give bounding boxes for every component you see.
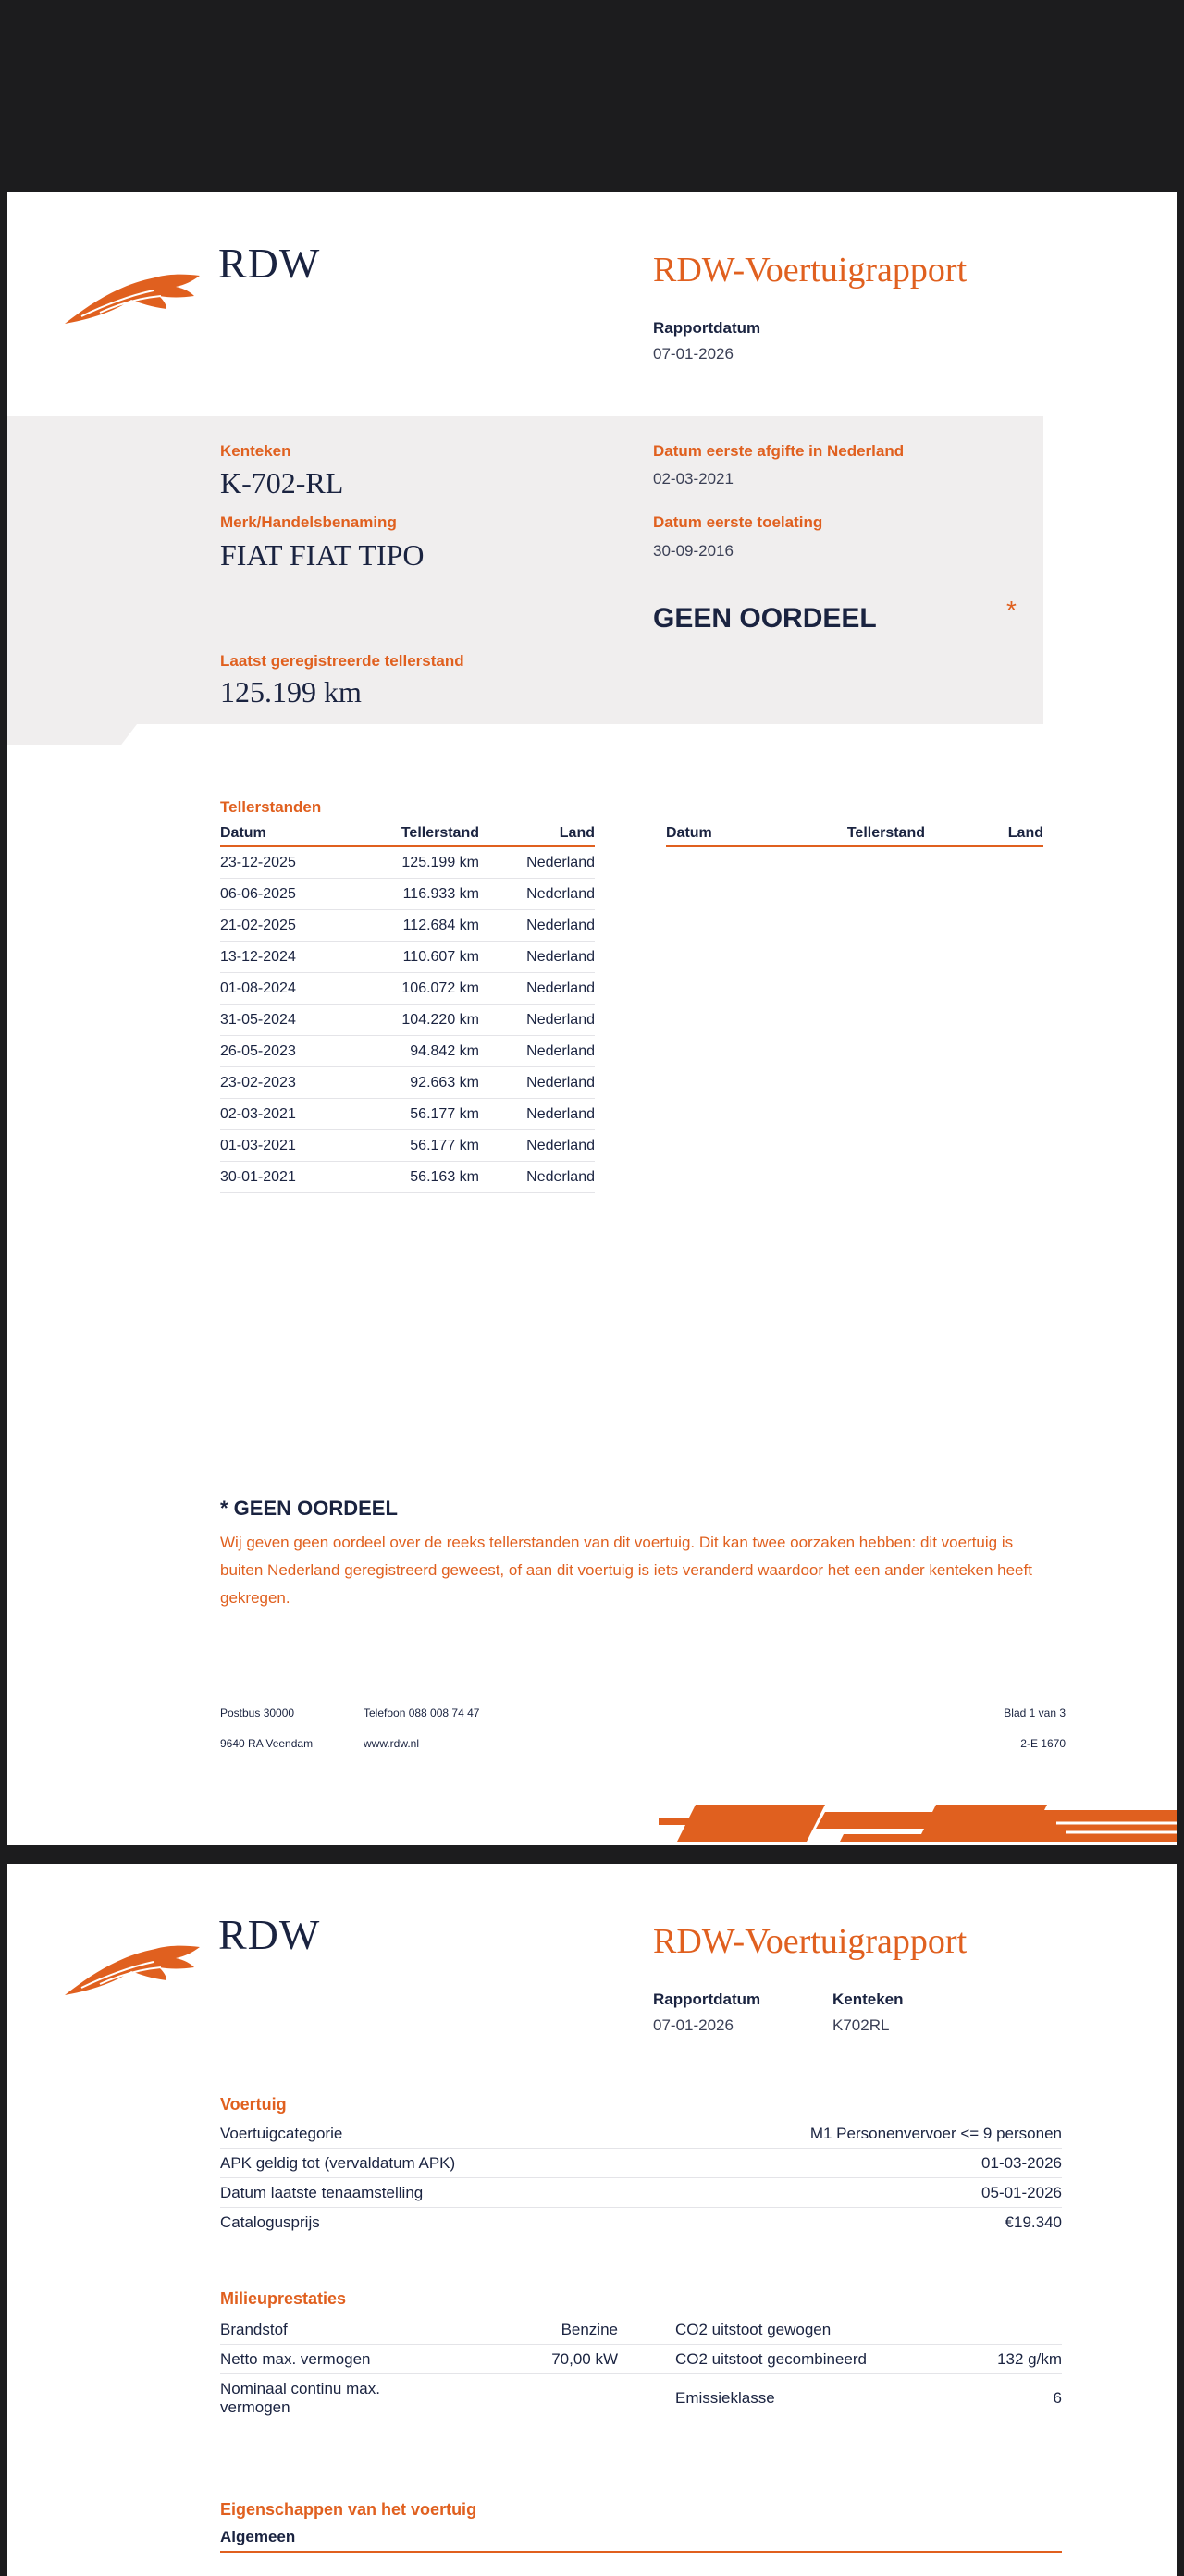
- odo-country: Nederland: [479, 910, 595, 942]
- odo-date: 23-12-2025: [220, 846, 359, 879]
- odo-header-country: Land: [925, 820, 1043, 846]
- report-title: RDW-Voertuigrapport: [653, 1922, 968, 1961]
- table-row: [220, 2149, 1062, 2178]
- footer-page: Blad 1 van 3: [1004, 1707, 1066, 1719]
- table-row: [220, 910, 595, 942]
- report-date-label: Rapportdatum: [653, 319, 761, 337]
- report-date: 07-01-2026: [653, 2016, 734, 2034]
- odo-reading: 94.842 km: [359, 1036, 479, 1067]
- rdw-logo-icon: [63, 257, 202, 331]
- odo-reading: 56.177 km: [359, 1099, 479, 1130]
- odo-country: Nederland: [479, 1099, 595, 1130]
- footer-code: 2-E 1670: [1020, 1737, 1066, 1750]
- odo-date: 01-08-2024: [220, 973, 359, 1005]
- table-row: [220, 2315, 1062, 2345]
- plate-label: Kenteken: [832, 1991, 904, 2008]
- table-row: [220, 2178, 1062, 2208]
- make-label: Merk/Handelsbenaming: [220, 513, 397, 531]
- env-table: [220, 2315, 1062, 2422]
- first-nl-label: Datum eerste afgifte in Nederland: [653, 442, 905, 460]
- first-nl-value: 02-03-2021: [653, 470, 734, 487]
- vehicle-table: [220, 2119, 1062, 2237]
- report-date: 07-01-2026: [653, 345, 734, 363]
- odo-country: Nederland: [479, 973, 595, 1005]
- odo-country: Nederland: [479, 1162, 595, 1193]
- report-title: RDW-Voertuigrapport: [653, 251, 968, 290]
- make-value: FIAT FIAT TIPO: [220, 538, 425, 572]
- odo-date: 06-06-2025: [220, 879, 359, 910]
- odo-reading: 125.199 km: [359, 846, 479, 879]
- table-row: [220, 2345, 1062, 2374]
- table-row: [220, 1130, 595, 1162]
- spec-label: Voertuigcategorie: [220, 2119, 626, 2149]
- odo-header-reading: Tellerstand: [805, 820, 925, 846]
- verdict: GEEN OORDEEL: [653, 603, 877, 634]
- plate-label: Kenteken: [220, 442, 291, 460]
- odo-table-right: [666, 820, 1043, 847]
- spec-value: M1 Personenvervoer <= 9 personen: [626, 2119, 1062, 2149]
- odo-country: Nederland: [479, 1036, 595, 1067]
- spec-label: APK geldig tot (vervaldatum APK): [220, 2149, 626, 2178]
- footer-website: www.rdw.nl: [364, 1737, 420, 1750]
- odo-country: Nederland: [479, 1130, 595, 1162]
- odo-reading: 92.663 km: [359, 1067, 479, 1099]
- props-subsection-title: Algemeen: [220, 2528, 296, 2545]
- spec-label: Catalogusprijs: [220, 2208, 626, 2237]
- env-value: 70,00 kW: [447, 2345, 618, 2374]
- table-row: [220, 2119, 1062, 2149]
- odo-country: Nederland: [479, 879, 595, 910]
- odo-section-title: Tellerstanden: [220, 798, 322, 816]
- odo-reading: 116.933 km: [359, 879, 479, 910]
- odo-date: 02-03-2021: [220, 1099, 359, 1130]
- table-row: [220, 973, 595, 1005]
- odo-reading: 110.607 km: [359, 942, 479, 973]
- table-row: [220, 1067, 595, 1099]
- odo-table-left: [220, 820, 595, 1193]
- last-odo-value: 125.199 km: [220, 675, 362, 709]
- odo-date: 01-03-2021: [220, 1130, 359, 1162]
- report-date-label: Rapportdatum: [653, 1991, 761, 2008]
- summary-panel: [7, 416, 1043, 724]
- odo-country: Nederland: [479, 1067, 595, 1099]
- odo-date: 13-12-2024: [220, 942, 359, 973]
- odo-date: 23-02-2023: [220, 1067, 359, 1099]
- table-row: [220, 2208, 1062, 2237]
- odo-date: 31-05-2024: [220, 1005, 359, 1036]
- env-value: 132 g/km: [905, 2345, 1062, 2374]
- footer-address: 9640 RA Veendam: [220, 1737, 314, 1750]
- env-value: [905, 2315, 1062, 2345]
- odo-reading: 112.684 km: [359, 910, 479, 942]
- props-rule: [220, 2551, 1062, 2553]
- odo-reading: 104.220 km: [359, 1005, 479, 1036]
- table-row: [220, 1162, 595, 1193]
- table-row: [220, 2374, 1062, 2422]
- top-bar: [0, 0, 1184, 192]
- odo-country: Nederland: [479, 942, 595, 973]
- note-text: Wij geven geen oordeel over de reeks tellerstanden van dit voertuig. Dit kan twee oorzaken hebben: dit voertuig is buiten Nederland geregistreerd geweest, of aan dit voertuig is iets veranderd waardoor het een ander kenteken heeft gekregen.: [220, 1534, 1032, 1607]
- env-label: Brandstof: [220, 2315, 447, 2345]
- odo-reading: 56.163 km: [359, 1162, 479, 1193]
- odo-header-date: Datum: [220, 820, 359, 846]
- table-row: [220, 846, 595, 879]
- env-value: Benzine: [447, 2315, 618, 2345]
- plate-value: K702RL: [832, 2016, 890, 2034]
- odo-header-country: Land: [479, 820, 595, 846]
- odo-country: Nederland: [479, 846, 595, 879]
- env-label: Netto max. vermogen: [220, 2345, 447, 2374]
- table-row: [220, 879, 595, 910]
- env-label: CO2 uitstoot gecombineerd: [618, 2345, 905, 2374]
- spec-value: €19.340: [626, 2208, 1062, 2237]
- odo-reading: 106.072 km: [359, 973, 479, 1005]
- odo-date: 30-01-2021: [220, 1162, 359, 1193]
- table-row: [220, 1005, 595, 1036]
- last-odo-label: Laatst geregistreerde tellerstand: [220, 652, 464, 670]
- table-row: [220, 1099, 595, 1130]
- report-page-1: [7, 192, 1177, 1845]
- first-admission-value: 30-09-2016: [653, 542, 734, 560]
- odo-date: 21-02-2025: [220, 910, 359, 942]
- first-admission-label: Datum eerste toelating: [653, 513, 823, 531]
- spec-value: 01-03-2026: [626, 2149, 1062, 2178]
- spec-value: 05-01-2026: [626, 2178, 1062, 2208]
- footer-stripes-decoration: [659, 1801, 1177, 1845]
- env-label: CO2 uitstoot gewogen: [618, 2315, 905, 2345]
- note-title: * GEEN OORDEEL: [220, 1497, 398, 1520]
- table-row: [220, 942, 595, 973]
- odo-date: 26-05-2023: [220, 1036, 359, 1067]
- odo-header-date: Datum: [666, 820, 805, 846]
- table-row: [220, 1036, 595, 1067]
- brand-name: RDW: [218, 1911, 321, 1958]
- footer-postbus: Postbus 30000: [220, 1707, 295, 1719]
- env-value: [447, 2374, 618, 2422]
- verdict-star: *: [1006, 596, 1017, 624]
- spec-label: Datum laatste tenaamstelling: [220, 2178, 626, 2208]
- brand-name: RDW: [218, 240, 321, 287]
- vehicle-section-title: Voertuig: [220, 2095, 287, 2114]
- odo-country: Nederland: [479, 1005, 595, 1036]
- report-page-2: [7, 1864, 1177, 2576]
- env-section-title: Milieuprestaties: [220, 2289, 347, 2308]
- odo-reading: 56.177 km: [359, 1130, 479, 1162]
- props-section-title: Eigenschappen van het voertuig: [220, 2500, 477, 2519]
- env-value: 6: [905, 2374, 1062, 2422]
- footer-phone: Telefoon 088 008 74 47: [364, 1707, 480, 1719]
- plate-value: K-702-RL: [220, 466, 344, 499]
- env-label: Nominaal continu max. vermogen: [220, 2374, 447, 2422]
- env-label: Emissieklasse: [618, 2374, 905, 2422]
- panel-tab: [7, 724, 137, 745]
- rdw-logo-icon: [63, 1929, 202, 2003]
- odo-header-reading: Tellerstand: [359, 820, 479, 846]
